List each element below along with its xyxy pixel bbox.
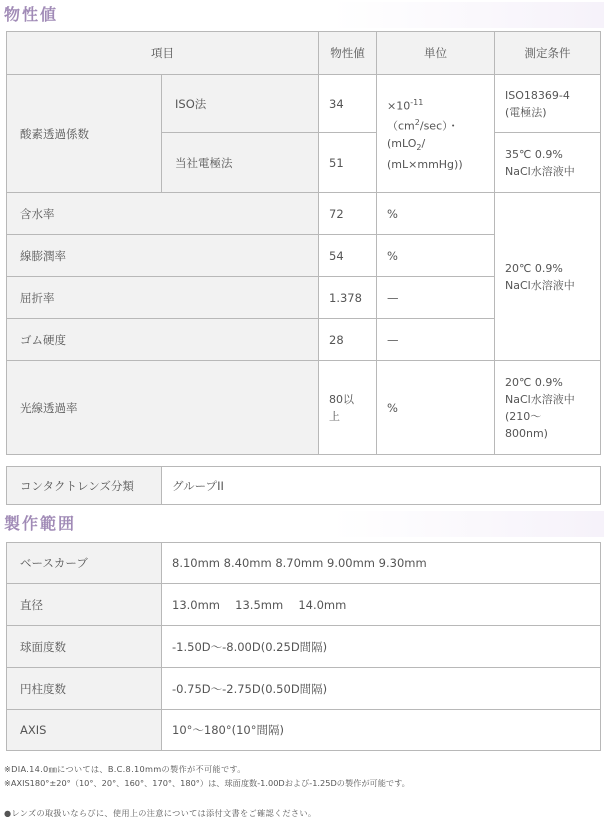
header-value: 物性値 bbox=[319, 32, 377, 75]
base-curve-value: 8.10mm 8.40mm 8.70mm 9.00mm 9.30mm bbox=[162, 543, 601, 584]
hardness-unit: — bbox=[377, 319, 495, 361]
base-curve-label: ベースカーブ bbox=[7, 543, 162, 584]
unit-sec: /sec）・ bbox=[419, 120, 459, 134]
light-condition bbox=[495, 361, 601, 455]
unit-exp: -11 bbox=[410, 97, 424, 107]
unit-cm: （cm bbox=[387, 120, 415, 134]
refractive-unit: — bbox=[377, 277, 495, 319]
polaro-condition-line-2: NaCl水溶液中 bbox=[505, 164, 575, 178]
group-condition-line-2: NaCl水溶液中 bbox=[505, 278, 575, 292]
light-unit: % bbox=[377, 361, 495, 455]
table-row bbox=[7, 193, 601, 235]
diameter-label: 直径 bbox=[7, 584, 162, 626]
cylinder-label: 円柱度数 bbox=[7, 668, 162, 710]
light-condition-line-4: 800nm) bbox=[505, 426, 548, 440]
diameter-value: 13.0mm 13.5mm 14.0mm bbox=[162, 584, 601, 626]
hardness-value: 28 bbox=[319, 319, 377, 361]
swell-value: 54 bbox=[319, 235, 377, 277]
table-row bbox=[7, 626, 601, 668]
oxygen-label: 酸素透過係数 bbox=[7, 75, 162, 193]
oxygen-polaro-condition bbox=[495, 133, 601, 193]
swell-label: 線膨潤率 bbox=[7, 235, 319, 277]
properties-table bbox=[6, 31, 601, 455]
axis-label: AXIS bbox=[7, 710, 162, 751]
swell-unit: % bbox=[377, 235, 495, 277]
light-value-line-1: 80以 bbox=[329, 392, 354, 406]
sphere-value: -1.50D～-8.00D(0.25D間隔) bbox=[162, 626, 601, 668]
light-label: 光線透過率 bbox=[7, 361, 319, 455]
properties-header-row bbox=[7, 32, 601, 75]
section-title-range: 製作範囲 bbox=[0, 511, 604, 537]
unit-mlo-sub: 2 bbox=[416, 143, 422, 153]
iso-condition-line-2: (電極法) bbox=[505, 105, 547, 119]
water-content-unit: % bbox=[377, 193, 495, 235]
note-1: ※DIA.14.0㎜については、B.C.8.10mmの製作が不可能です。 bbox=[4, 764, 246, 774]
group-condition-line-1: 20℃ 0.9% bbox=[505, 261, 563, 275]
water-content-label: 含水率 bbox=[7, 193, 319, 235]
classification-label: コンタクトレンズ分類 bbox=[7, 467, 162, 505]
light-value bbox=[319, 361, 377, 455]
group-condition bbox=[495, 193, 601, 361]
unit-mmhg: (mL×mmHg)) bbox=[387, 158, 463, 172]
note-2: ※AXIS180°±20°（10°、20°、160°、170°、180°）は、球面度数-1.00Dおよび-1.25Dの製作が可能です。 bbox=[4, 778, 410, 788]
hardness-label: ゴム硬度 bbox=[7, 319, 319, 361]
light-row bbox=[7, 361, 601, 455]
light-condition-line-3: (210～ bbox=[505, 409, 542, 423]
oxygen-iso-condition bbox=[495, 75, 601, 133]
unit-base: ×10 bbox=[387, 99, 411, 113]
unit-mlo: (mLO bbox=[387, 137, 417, 151]
section-title-properties: 物性値 bbox=[0, 2, 604, 28]
polaro-condition-line-1: 35℃ 0.9% bbox=[505, 147, 563, 161]
footer-note: ●レンズの取扱いならびに、使用上の注意については添付文書をご確認ください。 bbox=[4, 808, 317, 818]
light-condition-line-1: 20℃ 0.9% bbox=[505, 375, 563, 389]
table-row bbox=[7, 543, 601, 584]
table-row bbox=[7, 584, 601, 626]
unit-cm-exp: 2 bbox=[414, 118, 420, 128]
sphere-label: 球面度数 bbox=[7, 626, 162, 668]
oxygen-iso-row bbox=[7, 75, 601, 133]
cylinder-value: -0.75D～-2.75D(0.50D間隔) bbox=[162, 668, 601, 710]
classification-value: グループII bbox=[162, 467, 601, 505]
header-unit: 単位 bbox=[377, 32, 495, 75]
iso-condition-line-1: ISO18369-4 bbox=[505, 88, 570, 102]
oxygen-unit bbox=[377, 75, 495, 193]
refractive-label: 屈折率 bbox=[7, 277, 319, 319]
table-row bbox=[7, 668, 601, 710]
oxygen-iso-label: ISO法 bbox=[162, 75, 319, 133]
oxygen-iso-value: 34 bbox=[319, 75, 377, 133]
classification-table bbox=[6, 466, 601, 505]
refractive-value: 1.378 bbox=[319, 277, 377, 319]
range-table bbox=[6, 542, 601, 751]
axis-value: 10°～180°(10°間隔) bbox=[162, 710, 601, 751]
light-value-line-2: 上 bbox=[329, 409, 340, 423]
table-row bbox=[7, 710, 601, 751]
water-content-value: 72 bbox=[319, 193, 377, 235]
oxygen-polaro-label: 当社電極法 bbox=[162, 133, 319, 193]
header-item: 項目 bbox=[7, 32, 319, 75]
header-condition: 測定条件 bbox=[495, 32, 601, 75]
light-condition-line-2: NaCl水溶液中 bbox=[505, 392, 575, 406]
unit-slash: / bbox=[421, 137, 426, 151]
oxygen-polaro-value: 51 bbox=[319, 133, 377, 193]
